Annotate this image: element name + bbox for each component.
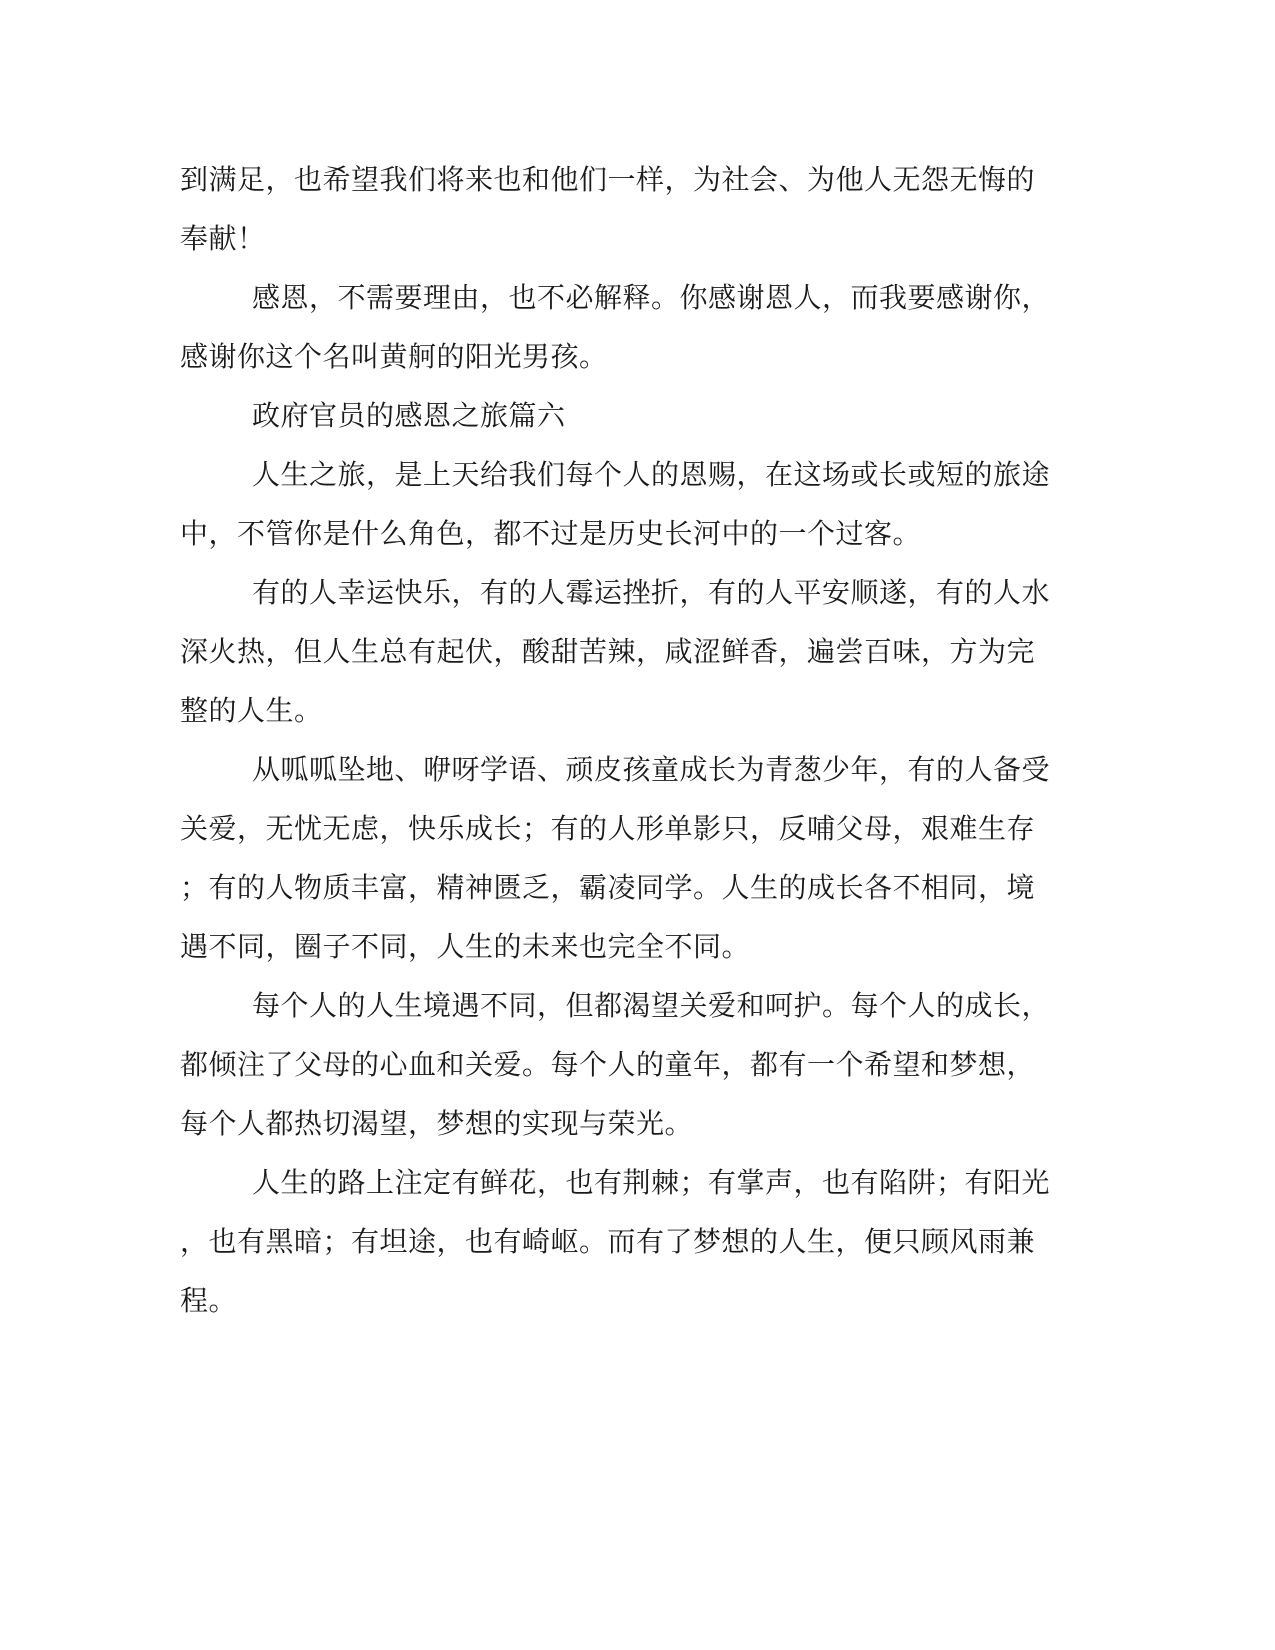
body-text-line: 遇不同，圈子不同，人生的未来也完全不同。 [180, 930, 751, 963]
paragraph-first-line: 人生的路上注定有鲜花，也有荆棘；有掌声，也有陷阱；有阳光 [252, 1166, 1051, 1199]
section-heading: 政府官员的感恩之旅篇六 [252, 399, 566, 432]
body-text-line: 到满足，也希望我们将来也和他们一样，为社会、为他人无怨无悔的 [180, 163, 1036, 196]
paragraph-first-line: 有的人幸运快乐，有的人霉运挫折，有的人平安顺遂，有的人水 [252, 576, 1051, 609]
body-text-line: ；有的人物质丰富，精神匮乏，霸凌同学。人生的成长各不相同，境 [180, 871, 1036, 904]
body-text-line: 中，不管你是什么角色，都不过是历史长河中的一个过客。 [180, 517, 922, 550]
paragraph-first-line: 人生之旅，是上天给我们每个人的恩赐，在这场或长或短的旅途 [252, 458, 1051, 491]
body-text-line: 关爱，无忧无虑，快乐成长；有的人形单影只，反哺父母，艰难生存 [180, 812, 1036, 845]
body-text-line: 奉献！ [180, 222, 266, 255]
paragraph-first-line: 感恩，不需要理由，也不必解释。你感谢恩人，而我要感谢你， [252, 281, 1051, 314]
body-text-line: 都倾注了父母的心血和关爱。每个人的童年，都有一个希望和梦想， [180, 1048, 1036, 1081]
body-text-line: ，也有黑暗；有坦途，也有崎岖。而有了梦想的人生，便只顾风雨兼 [180, 1225, 1036, 1258]
body-text-line: 深火热，但人生总有起伏，酸甜苦辣，咸涩鲜香，遍尝百味，方为完 [180, 635, 1036, 668]
paragraph-first-line: 每个人的人生境遇不同，但都渴望关爱和呵护。每个人的成长， [252, 989, 1051, 1022]
body-text-line: 每个人都热切渴望，梦想的实现与荣光。 [180, 1107, 694, 1140]
body-text-line: 整的人生。 [180, 694, 323, 727]
body-text-line: 程。 [180, 1284, 238, 1317]
body-text-line: 感谢你这个名叫黄舸的阳光男孩。 [180, 340, 608, 373]
paragraph-first-line: 从呱呱坠地、咿呀学语、顽皮孩童成长为青葱少年，有的人备受 [252, 753, 1051, 786]
